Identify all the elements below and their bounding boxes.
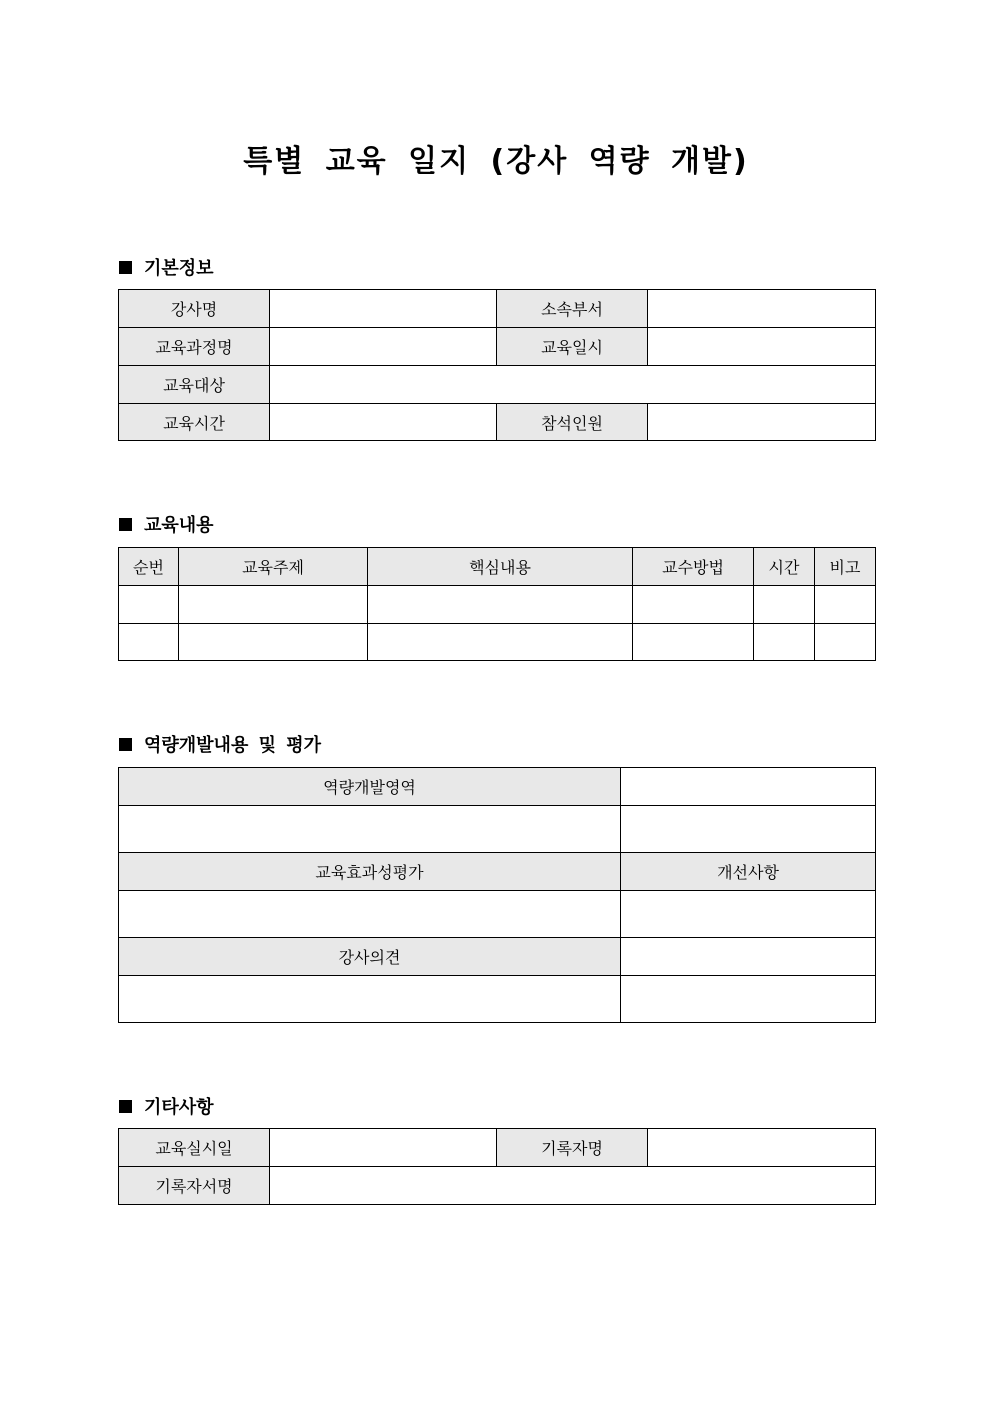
label-department: 소속부서 [497,290,648,328]
field-recorder-name[interactable] [648,1129,876,1167]
label-improvement: 개선사항 [621,853,876,891]
label-competency-area: 역량개발영역 [119,768,621,806]
evaluation-table [118,767,876,1023]
field-department[interactable] [648,290,876,328]
field-improvement[interactable] [621,891,876,938]
table-row [119,586,876,624]
label-duration: 교육시간 [119,404,270,441]
field-target[interactable] [270,366,876,404]
field-recorder-signature[interactable] [270,1167,876,1205]
page-title: 특별 교육 일지 (강사 역량 개발) [243,144,749,179]
field-competency-area-side[interactable] [621,768,876,806]
field-effectiveness[interactable] [119,891,621,938]
section-heading-evaluation [119,731,321,757]
field-instructor-name[interactable] [270,290,497,328]
field-competency-area[interactable] [119,806,621,853]
square-bullet-icon [119,261,132,274]
label-effectiveness: 교육효과성평가 [119,853,621,891]
column-header: 비고 [815,548,876,586]
section-heading-evaluation-label: 역량개발내용 및 평가 [144,735,322,756]
table-cell[interactable] [119,586,179,624]
section-heading-content-label: 교육내용 [144,515,214,536]
section-heading-etc [119,1093,214,1119]
basic-info-table [118,289,876,441]
label-target: 교육대상 [119,366,270,404]
label-instructor-opinion: 강사의견 [119,938,621,976]
field-course-date[interactable] [648,328,876,366]
table-cell[interactable] [179,586,368,624]
square-bullet-icon [119,738,132,751]
column-header: 교수방법 [633,548,754,586]
label-course-name: 교육과정명 [119,328,270,366]
square-bullet-icon [119,518,132,531]
field-opinion-extra[interactable] [621,976,876,1023]
field-course-name[interactable] [270,328,497,366]
table-cell[interactable] [754,624,815,661]
field-competency-area-extra[interactable] [621,806,876,853]
field-opinion-side[interactable] [621,938,876,976]
column-header: 순번 [119,548,179,586]
table-cell[interactable] [179,624,368,661]
table-cell[interactable] [368,586,633,624]
column-header: 교육주제 [179,548,368,586]
section-heading-basic-label: 기본정보 [144,258,214,279]
content-table [118,547,876,661]
table-cell[interactable] [815,624,876,661]
label-attendees: 참석인원 [497,404,648,441]
label-instructor-name: 강사명 [119,290,270,328]
label-recorder-signature: 기록자서명 [119,1167,270,1205]
label-course-date: 교육일시 [497,328,648,366]
column-header: 시간 [754,548,815,586]
table-cell[interactable] [633,586,754,624]
table-row [119,624,876,661]
label-recorder-name: 기록자명 [497,1129,648,1167]
section-heading-etc-label: 기타사항 [144,1097,214,1118]
section-heading-basic [119,254,214,280]
label-training-date: 교육실시일 [119,1129,270,1167]
field-training-date[interactable] [270,1129,497,1167]
field-attendees[interactable] [648,404,876,441]
square-bullet-icon [119,1100,132,1113]
field-duration[interactable] [270,404,497,441]
column-header: 핵심내용 [368,548,633,586]
field-instructor-opinion[interactable] [119,976,621,1023]
etc-table [118,1128,876,1205]
table-cell[interactable] [754,586,815,624]
table-cell[interactable] [633,624,754,661]
table-cell[interactable] [815,586,876,624]
table-cell[interactable] [368,624,633,661]
table-cell[interactable] [119,624,179,661]
section-heading-content [119,511,214,537]
